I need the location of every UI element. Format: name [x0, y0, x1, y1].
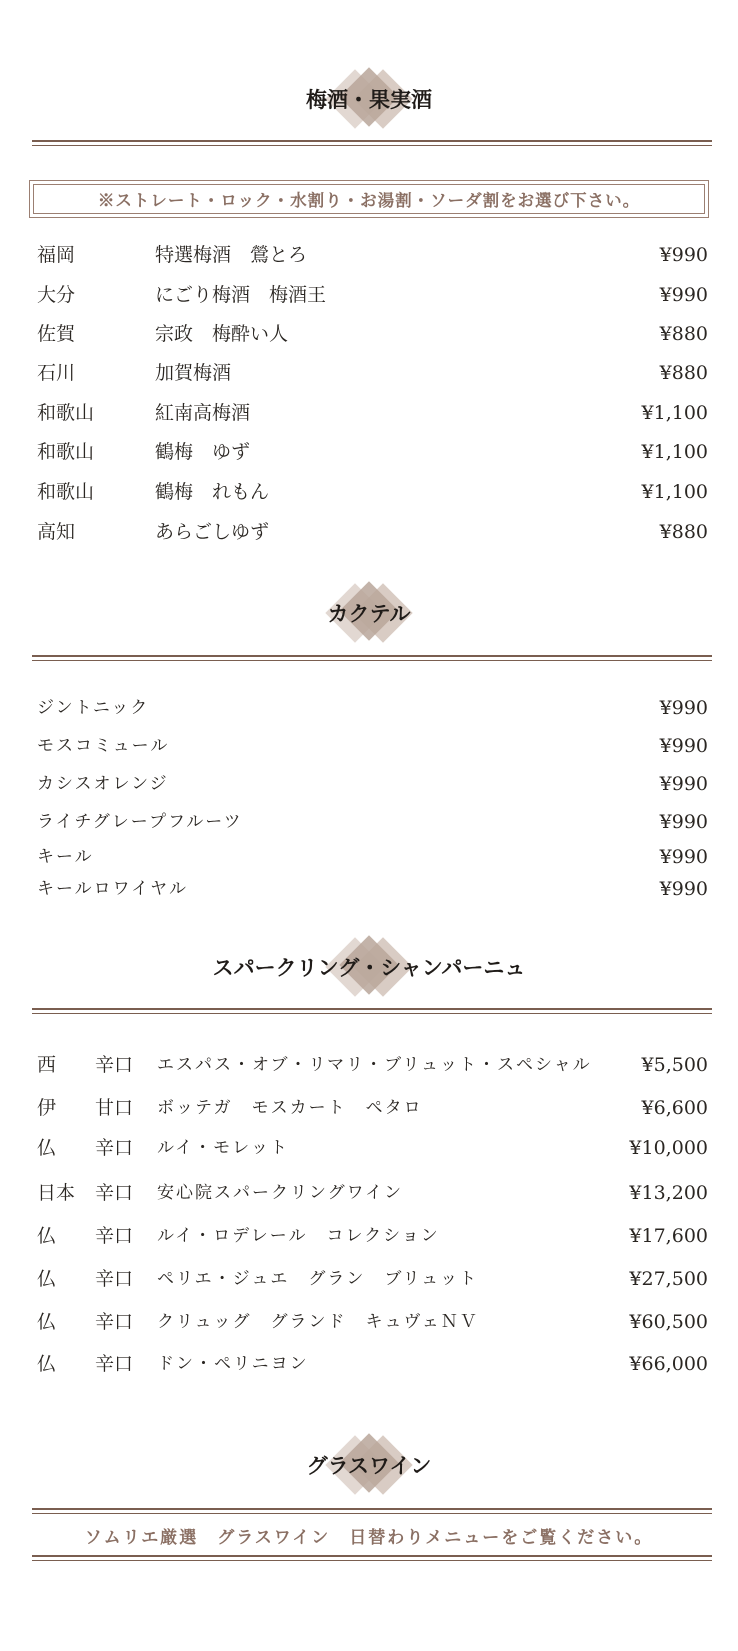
- umeshu-item: [0, 517, 738, 547]
- sparkling-section-header: [0, 930, 738, 1000]
- item-price: ¥990: [659, 773, 708, 795]
- glasswine-note: ソムリエ厳選 グラスワイン 日替わりメニューをご覧ください。: [84, 1528, 654, 1548]
- item-origin: 和歌山: [37, 441, 95, 463]
- item-name: 鶴梅 ゆず: [155, 441, 251, 463]
- item-price: ¥990: [659, 697, 708, 719]
- item-name: クリュッグ グランド キュヴェＮＶ: [157, 1312, 479, 1332]
- item-price: ¥27,500: [629, 1268, 708, 1290]
- umeshu-item: [0, 240, 738, 270]
- section-divider: [32, 1508, 712, 1514]
- item-name: ライチグレープフルーツ: [37, 812, 243, 832]
- section-divider: [32, 655, 712, 661]
- item-price: ¥880: [659, 521, 708, 543]
- sparkling-item: [0, 1050, 738, 1080]
- sparkling-item: [0, 1221, 738, 1251]
- item-price: ¥990: [659, 284, 708, 306]
- item-country: 仏: [37, 1353, 57, 1375]
- glasswine-section-header: [0, 1428, 738, 1498]
- umeshu-item: [0, 358, 738, 388]
- item-price: ¥60,500: [629, 1311, 708, 1333]
- umeshu-item: [0, 319, 738, 349]
- cocktail-item: [0, 842, 738, 872]
- item-taste: 甘口: [95, 1097, 134, 1119]
- item-name: エスパス・オブ・リマリ・ブリュット・スペシャル: [157, 1055, 592, 1075]
- item-name: 安心院スパークリングワイン: [157, 1183, 404, 1203]
- item-price: ¥880: [659, 362, 708, 384]
- item-country: 仏: [37, 1311, 57, 1333]
- item-price: ¥990: [659, 878, 708, 900]
- item-origin: 大分: [37, 284, 76, 306]
- item-name: ボッテガ モスカート ペタロ: [157, 1098, 423, 1118]
- item-country: 仏: [37, 1225, 57, 1247]
- item-taste: 辛口: [95, 1225, 134, 1247]
- item-price: ¥990: [659, 811, 708, 833]
- item-taste: 辛口: [95, 1268, 134, 1290]
- sparkling-item: [0, 1178, 738, 1208]
- item-name: あらごしゆず: [155, 521, 270, 543]
- item-price: ¥990: [659, 846, 708, 868]
- item-name: 宗政 梅酔い人: [155, 323, 289, 345]
- cocktail-item: [0, 769, 738, 799]
- umeshu-item: [0, 280, 738, 310]
- item-taste: 辛口: [95, 1137, 134, 1159]
- item-name: にごり梅酒 梅酒王: [155, 284, 327, 306]
- item-price: ¥66,000: [629, 1353, 708, 1375]
- item-origin: 和歌山: [37, 481, 95, 503]
- item-name: 加賀梅酒: [155, 362, 232, 384]
- item-name: キール: [37, 847, 94, 867]
- cocktail-item: [0, 874, 738, 904]
- item-country: 仏: [37, 1137, 57, 1159]
- item-price: ¥1,100: [641, 402, 708, 424]
- umeshu-item: [0, 398, 738, 428]
- glasswine-section-title: グラスワイン: [306, 1453, 432, 1478]
- sparkling-item: [0, 1264, 738, 1294]
- item-name: ドン・ペリニヨン: [157, 1354, 309, 1374]
- item-taste: 辛口: [95, 1353, 134, 1375]
- umeshu-notice-text: ※ストレート・ロック・水割り・お湯割・ソーダ割をお選び下さい。: [33, 184, 705, 214]
- item-country: 仏: [37, 1268, 57, 1290]
- item-name: ペリエ・ジュエ グラン ブリュット: [157, 1269, 479, 1289]
- item-origin: 高知: [37, 521, 76, 543]
- umeshu-section-header: [0, 62, 738, 132]
- item-price: ¥13,200: [629, 1182, 708, 1204]
- item-taste: 辛口: [95, 1054, 134, 1076]
- item-name: ジントニック: [37, 698, 150, 718]
- umeshu-item: [0, 477, 738, 507]
- cocktail-section-header: [0, 576, 738, 646]
- item-name: 紅南高梅酒: [155, 402, 251, 424]
- cocktail-section-title: カクテル: [327, 601, 411, 626]
- item-country: 伊: [37, 1097, 57, 1119]
- sparkling-item: [0, 1133, 738, 1163]
- sparkling-item: [0, 1349, 738, 1379]
- item-price: ¥880: [659, 323, 708, 345]
- item-price: ¥990: [659, 244, 708, 266]
- item-name: キールロワイヤル: [37, 879, 188, 899]
- umeshu-item: [0, 437, 738, 467]
- item-name: 特選梅酒 鶯とろ: [155, 244, 308, 266]
- item-origin: 和歌山: [37, 402, 95, 424]
- item-price: ¥17,600: [629, 1225, 708, 1247]
- item-price: ¥1,100: [641, 481, 708, 503]
- item-origin: 佐賀: [37, 323, 76, 345]
- sparkling-section-title: スパークリング・シャンパーニュ: [212, 955, 526, 980]
- cocktail-item: [0, 731, 738, 761]
- item-country: 日本: [37, 1182, 76, 1204]
- section-divider: [32, 140, 712, 146]
- item-country: 西: [37, 1054, 57, 1076]
- section-divider: [32, 1008, 712, 1014]
- cocktail-item: [0, 693, 738, 723]
- item-name: モスコミュール: [37, 736, 170, 756]
- item-name: 鶴梅 れもん: [155, 481, 270, 503]
- item-price: ¥1,100: [641, 441, 708, 463]
- umeshu-notice-box: [29, 180, 709, 218]
- item-taste: 辛口: [95, 1182, 134, 1204]
- cocktail-item: [0, 807, 738, 837]
- sparkling-item: [0, 1093, 738, 1123]
- item-origin: 石川: [37, 362, 76, 384]
- item-origin: 福岡: [37, 244, 76, 266]
- item-name: ルイ・モレット: [157, 1138, 289, 1158]
- item-taste: 辛口: [95, 1311, 134, 1333]
- item-price: ¥5,500: [641, 1054, 708, 1076]
- item-price: ¥6,600: [641, 1097, 708, 1119]
- item-name: ルイ・ロデレール コレクション: [157, 1226, 440, 1246]
- item-price: ¥10,000: [629, 1137, 708, 1159]
- umeshu-section-title: 梅酒・果実酒: [306, 87, 432, 112]
- sparkling-item: [0, 1307, 738, 1337]
- section-divider: [32, 1555, 712, 1561]
- item-price: ¥990: [659, 735, 708, 757]
- item-name: カシスオレンジ: [37, 774, 169, 794]
